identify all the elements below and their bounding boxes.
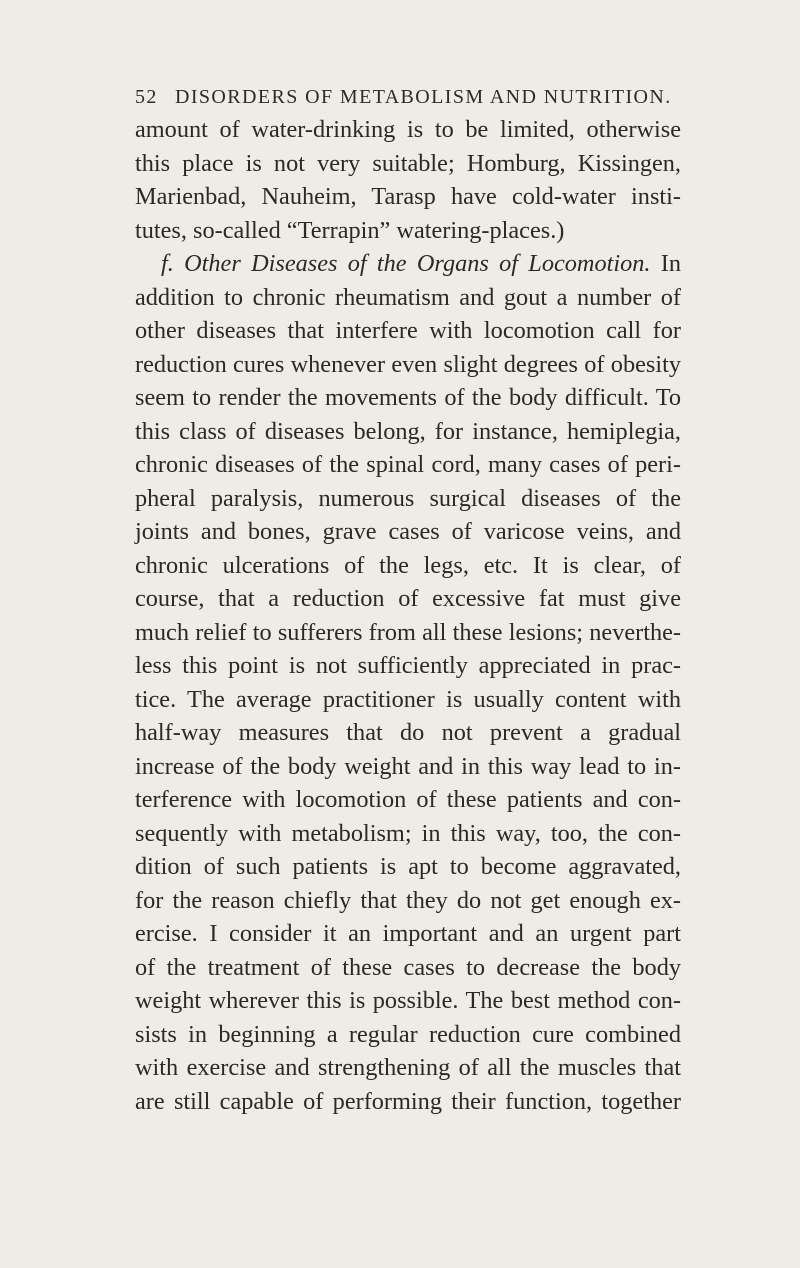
section-title: Other Diseases of the Organs of Locomotion. <box>184 250 651 277</box>
section-heading-line <box>135 247 681 281</box>
text-line: for the reason chiefly that they do not get enough ex- <box>135 886 681 914</box>
text-line: terference with locomotion of these patients and con- <box>135 786 681 813</box>
text-line: course, that a reduction of excessive fat must give <box>135 585 681 612</box>
text-line: increase of the body weight and in this way lead to in- <box>135 752 681 780</box>
text-line: ercise. I consider it an important and an urgent part <box>135 920 681 947</box>
text-line: Marienbad, Nauheim, Tarasp have cold-water insti- <box>135 183 681 210</box>
text-line: other diseases that interfere with locomotion call for <box>135 317 681 344</box>
text-line: tutes, so-called “Terrapin” watering-places.) <box>135 216 565 244</box>
text-line: dition of such patients is apt to become aggravated, <box>135 853 681 880</box>
text-line: less this point is not sufficiently appreciated in prac- <box>135 652 681 679</box>
text-line: seem to render the movements of the body difficult. To <box>135 384 681 411</box>
page-number: 52 <box>135 86 158 108</box>
text-line: chronic ulcerations of the legs, etc. It is clear, of <box>135 551 681 579</box>
section-continuation: In <box>660 250 681 277</box>
text-line: this class of diseases belong, for instance, hemiplegia, <box>135 417 681 445</box>
text-line: pheral paralysis, numerous surgical diseases of the <box>135 484 681 512</box>
text-line: sequently with metabolism; in this way, too, the con- <box>135 819 681 847</box>
text-line: of the treatment of these cases to decrease the body <box>135 953 681 981</box>
text-line: half-way measures that do not prevent a gradual <box>135 719 681 746</box>
body-text <box>135 113 681 1118</box>
running-title: DISORDERS OF METABOLISM AND NUTRITION. <box>175 86 672 108</box>
text-line: this place is not very suitable; Homburg, Kissingen, <box>135 149 681 177</box>
text-line: sists in beginning a regular reduction cure combined <box>135 1020 681 1048</box>
text-line: are still capable of performing their function, together <box>135 1087 681 1115</box>
page-header <box>135 86 695 109</box>
text-line: with exercise and strengthening of all the muscles that <box>135 1054 681 1081</box>
text-line: addition to chronic rheumatism and gout a number of <box>135 283 681 311</box>
text-line: chronic diseases of the spinal cord, many cases of peri- <box>135 451 681 478</box>
text-line: tice. The average practitioner is usually content with <box>135 685 681 713</box>
text-line: joints and bones, grave cases of varicose veins, and <box>135 518 681 545</box>
text-line: much relief to sufferers from all these lesions; neverthe- <box>135 618 681 646</box>
text-line: weight wherever this is possible. The best method con- <box>135 987 681 1014</box>
section-marker: f. <box>161 250 174 277</box>
text-line: reduction cures whenever even slight degrees of obesity <box>135 350 681 378</box>
text-line: amount of water-drinking is to be limited, otherwise <box>135 116 681 143</box>
